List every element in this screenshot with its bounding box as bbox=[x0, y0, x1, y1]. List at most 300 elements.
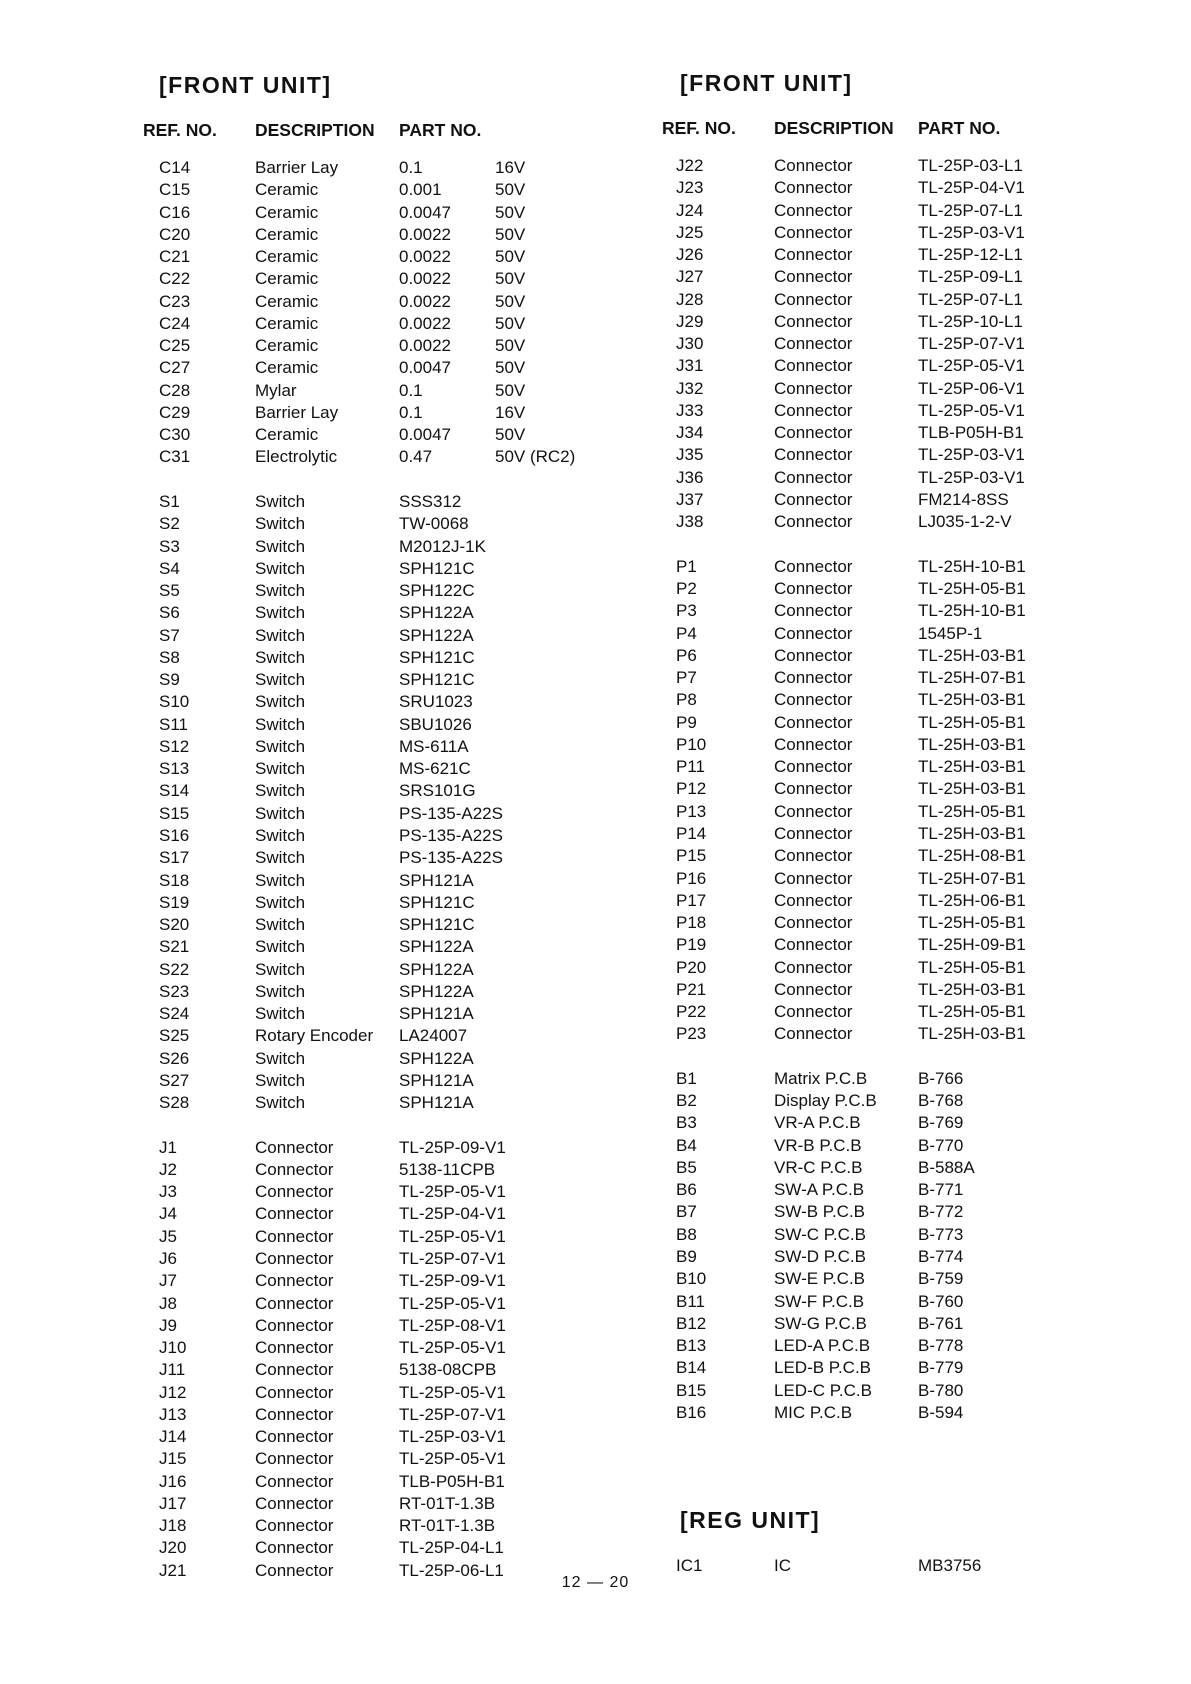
description-cell: Ceramic bbox=[255, 180, 319, 200]
ref-no-cell: B7 bbox=[676, 1202, 697, 1222]
ref-no-cell: C27 bbox=[159, 358, 191, 378]
description-cell: Connector bbox=[255, 1271, 334, 1291]
description-cell: Connector bbox=[774, 890, 853, 910]
description-cell: Switch bbox=[255, 959, 306, 979]
part-no-cell: LJ035-1-2-V bbox=[918, 512, 1012, 532]
row-spacer bbox=[662, 1046, 1142, 1068]
ref-no-cell: S7 bbox=[159, 625, 180, 645]
ref-no-cell: J33 bbox=[676, 400, 704, 420]
description-cell: Switch bbox=[255, 825, 306, 845]
ref-no-cell: C21 bbox=[159, 247, 191, 267]
description-cell: Connector bbox=[774, 1024, 853, 1044]
part-no-cell: PS-135-A22S bbox=[399, 825, 503, 845]
description-cell: Ceramic bbox=[255, 247, 319, 267]
section-title-front-unit: [FRONT UNIT] bbox=[680, 70, 853, 96]
description-cell: Connector bbox=[255, 1293, 334, 1313]
table-row bbox=[143, 1293, 663, 1315]
ref-no-cell: S19 bbox=[159, 892, 190, 912]
description-cell: Switch bbox=[255, 892, 306, 912]
table-row bbox=[143, 1248, 663, 1270]
ref-no-cell: J32 bbox=[676, 378, 704, 398]
description-cell: Connector bbox=[255, 1315, 334, 1335]
part-no-cell: TL-25P-07-V1 bbox=[918, 334, 1025, 354]
part-no-cell: 0.0022 bbox=[399, 269, 451, 289]
table-row bbox=[143, 936, 663, 958]
table-row bbox=[143, 513, 663, 535]
ref-no-cell: J30 bbox=[676, 334, 704, 354]
part-no-cell: 5138-11CPB bbox=[399, 1159, 496, 1179]
part-no-cell: RT-01T-1.3B bbox=[399, 1493, 496, 1513]
ref-no-cell: B2 bbox=[676, 1091, 697, 1111]
description-cell: Connector bbox=[774, 601, 853, 621]
table-row bbox=[143, 291, 663, 313]
ref-no-cell: S21 bbox=[159, 937, 190, 957]
ref-no-cell: IC1 bbox=[676, 1556, 703, 1575]
description-cell: Connector bbox=[255, 1159, 334, 1179]
table-row bbox=[143, 1315, 663, 1337]
description-cell: Ceramic bbox=[255, 313, 319, 333]
table-row bbox=[143, 758, 663, 780]
header-description: DESCRIPTION bbox=[255, 120, 375, 140]
table-row bbox=[662, 845, 1142, 867]
part-no-cell: TL-25P-09-L1 bbox=[918, 267, 1023, 287]
part-no-cell: TL-25H-10-B1 bbox=[918, 556, 1026, 576]
table-row bbox=[143, 580, 663, 602]
part-no-cell: TL-25H-07-B1 bbox=[918, 868, 1026, 888]
ref-no-cell: S6 bbox=[159, 603, 180, 623]
ref-no-cell: J11 bbox=[159, 1360, 186, 1380]
table-row bbox=[662, 957, 1142, 979]
part-no-cell: TL-25H-03-B1 bbox=[918, 823, 1026, 843]
ref-no-cell: J25 bbox=[676, 222, 704, 242]
part-no-cell: SPH121A bbox=[399, 1004, 474, 1024]
description-cell: Switch bbox=[255, 759, 306, 779]
ref-no-cell: P17 bbox=[676, 890, 707, 910]
table-row bbox=[143, 357, 663, 379]
description-cell: Switch bbox=[255, 1093, 306, 1113]
description-cell: Switch bbox=[255, 536, 306, 556]
header-description: DESCRIPTION bbox=[774, 118, 894, 138]
part-no-cell: TL-25P-04-V1 bbox=[918, 178, 1025, 198]
part-no-cell: TL-25H-05-B1 bbox=[918, 913, 1026, 933]
part-no-cell: 5138-08CPB bbox=[399, 1360, 497, 1380]
ref-no-cell: P20 bbox=[676, 957, 707, 977]
part-no-cell: SPH122A bbox=[399, 937, 474, 957]
ref-no-cell: J13 bbox=[159, 1404, 187, 1424]
ref-no-cell: J37 bbox=[676, 489, 704, 509]
table-row bbox=[143, 714, 663, 736]
table-row bbox=[143, 647, 663, 669]
description-cell: Connector bbox=[774, 334, 853, 354]
description-cell: Connector bbox=[774, 668, 853, 688]
table-row bbox=[662, 311, 1142, 333]
description-cell: Barrier Lay bbox=[255, 402, 339, 422]
ref-no-cell: J31 bbox=[676, 356, 704, 376]
ref-no-cell: S5 bbox=[159, 581, 180, 601]
part-no-cell: 1545P-1 bbox=[918, 623, 983, 643]
table-row bbox=[143, 1181, 663, 1203]
table-row bbox=[143, 1270, 663, 1292]
description-cell: Connector bbox=[774, 979, 853, 999]
voltage-cell: 50V bbox=[495, 247, 526, 267]
part-no-cell: SRU1023 bbox=[399, 692, 473, 712]
part-no-cell: SPH121C bbox=[399, 558, 475, 578]
part-no-cell: SBU1026 bbox=[399, 714, 472, 734]
ref-no-cell: B13 bbox=[676, 1336, 707, 1356]
table-row bbox=[143, 157, 663, 179]
description-cell: Connector bbox=[255, 1493, 334, 1513]
part-no-cell: TL-25P-05-V1 bbox=[399, 1382, 506, 1402]
part-no-cell: 0.0022 bbox=[399, 224, 451, 244]
description-cell: Switch bbox=[255, 603, 306, 623]
description-cell: Connector bbox=[255, 1226, 334, 1246]
description-cell: Switch bbox=[255, 692, 306, 712]
table-row bbox=[143, 1003, 663, 1025]
description-cell: Connector bbox=[774, 378, 853, 398]
description-cell: LED-B P.C.B bbox=[774, 1358, 872, 1378]
ref-no-cell: J28 bbox=[676, 289, 704, 309]
ref-no-cell: P23 bbox=[676, 1024, 707, 1044]
ref-no-cell: J24 bbox=[676, 200, 704, 220]
description-cell: SW-B P.C.B bbox=[774, 1202, 866, 1222]
description-cell: Switch bbox=[255, 1070, 306, 1090]
part-no-cell: FM214-8SS bbox=[918, 489, 1009, 509]
row-spacer bbox=[143, 469, 663, 491]
table-row bbox=[662, 934, 1142, 956]
part-no-cell: B-760 bbox=[918, 1291, 964, 1311]
ref-no-cell: J18 bbox=[159, 1516, 187, 1536]
table-row bbox=[662, 1313, 1142, 1335]
ref-no-cell: S20 bbox=[159, 915, 190, 935]
part-no-cell: 0.0022 bbox=[399, 291, 451, 311]
part-no-cell: RT-01T-1.3B bbox=[399, 1516, 496, 1536]
part-no-cell: B-768 bbox=[918, 1091, 964, 1111]
part-no-cell: TL-25P-03-V1 bbox=[918, 467, 1025, 487]
ref-no-cell: J26 bbox=[676, 245, 704, 265]
part-no-cell: B-772 bbox=[918, 1202, 964, 1222]
table-row bbox=[143, 224, 663, 246]
part-no-cell: B-766 bbox=[918, 1068, 964, 1088]
ref-no-cell: J20 bbox=[159, 1538, 187, 1558]
part-no-cell: TL-25P-03-V1 bbox=[399, 1427, 506, 1447]
table-row bbox=[143, 1137, 663, 1159]
part-no-cell: 0.0022 bbox=[399, 336, 451, 356]
ref-no-cell: P7 bbox=[676, 668, 697, 688]
table-row bbox=[143, 602, 663, 624]
ref-no-cell: J1 bbox=[159, 1137, 177, 1157]
ref-no-cell: C15 bbox=[159, 180, 191, 200]
column-headers bbox=[143, 120, 663, 142]
description-cell: Ceramic bbox=[255, 291, 319, 311]
ref-no-cell: S23 bbox=[159, 981, 190, 1001]
description-cell: Connector bbox=[255, 1404, 334, 1424]
part-no-cell: SPH122A bbox=[399, 1048, 474, 1068]
part-no-cell: TL-25H-08-B1 bbox=[918, 846, 1026, 866]
table-row bbox=[662, 689, 1142, 711]
description-cell: Switch bbox=[255, 558, 306, 578]
ref-no-cell: S4 bbox=[159, 558, 180, 578]
table-row bbox=[662, 422, 1142, 444]
description-cell: Connector bbox=[774, 245, 853, 265]
description-cell: Connector bbox=[774, 445, 853, 465]
table-row bbox=[662, 645, 1142, 667]
table-row bbox=[662, 1380, 1142, 1402]
description-cell: Connector bbox=[774, 311, 853, 331]
ref-no-cell: S28 bbox=[159, 1093, 190, 1113]
table-row bbox=[662, 1224, 1142, 1246]
parts-list bbox=[143, 157, 663, 1582]
table-row bbox=[662, 1157, 1142, 1179]
part-no-cell: SPH121A bbox=[399, 1070, 474, 1090]
table-row bbox=[662, 823, 1142, 845]
ref-no-cell: J21 bbox=[159, 1560, 187, 1580]
ref-no-cell: J34 bbox=[676, 423, 704, 443]
ref-no-cell: C23 bbox=[159, 291, 191, 311]
part-no-cell: B-769 bbox=[918, 1113, 964, 1133]
table-row bbox=[143, 1226, 663, 1248]
description-cell: Connector bbox=[774, 801, 853, 821]
part-no-cell: 0.1 bbox=[399, 380, 423, 400]
table-row bbox=[143, 1515, 663, 1537]
table-row bbox=[662, 868, 1142, 890]
description-cell: VR-C P.C.B bbox=[774, 1157, 863, 1177]
table-row bbox=[143, 1025, 663, 1047]
ref-no-cell: S17 bbox=[159, 848, 190, 868]
description-cell: Switch bbox=[255, 625, 306, 645]
part-no-cell: TL-25P-06-L1 bbox=[399, 1560, 504, 1580]
ref-no-cell: S12 bbox=[159, 736, 190, 756]
parts-list bbox=[662, 155, 1142, 1424]
part-no-cell: TL-25P-05-V1 bbox=[399, 1293, 506, 1313]
part-no-cell: TL-25P-03-V1 bbox=[918, 222, 1025, 242]
ref-no-cell: C25 bbox=[159, 336, 191, 356]
table-row bbox=[662, 177, 1142, 199]
description-cell: Ceramic bbox=[255, 336, 319, 356]
description-cell: LED-C P.C.B bbox=[774, 1380, 872, 1400]
ref-no-cell: C20 bbox=[159, 224, 191, 244]
ref-no-cell: P14 bbox=[676, 823, 707, 843]
table-row bbox=[662, 1001, 1142, 1023]
description-cell: Connector bbox=[774, 779, 853, 799]
description-cell: Switch bbox=[255, 915, 306, 935]
part-no-cell: TL-25P-09-V1 bbox=[399, 1271, 506, 1291]
part-no-cell: TL-25P-07-V1 bbox=[399, 1404, 506, 1424]
table-row bbox=[662, 222, 1142, 244]
part-no-cell: B-773 bbox=[918, 1224, 964, 1244]
description-cell: Connector bbox=[255, 1249, 334, 1269]
part-no-cell: SPH122A bbox=[399, 625, 474, 645]
table-row bbox=[143, 780, 663, 802]
ref-no-cell: B12 bbox=[676, 1313, 707, 1333]
description-cell: Connector bbox=[774, 846, 853, 866]
part-no-cell: SSS312 bbox=[399, 491, 462, 511]
ref-no-cell: B3 bbox=[676, 1113, 697, 1133]
ref-no-cell: C29 bbox=[159, 402, 191, 422]
part-no-cell: TL-25H-10-B1 bbox=[918, 601, 1026, 621]
description-cell: Connector bbox=[774, 200, 853, 220]
table-row bbox=[143, 847, 663, 869]
description-cell: Connector bbox=[774, 712, 853, 732]
part-no-cell: SPH122A bbox=[399, 981, 474, 1001]
ref-no-cell: P21 bbox=[676, 979, 707, 999]
ref-no-cell: J14 bbox=[159, 1427, 187, 1447]
part-no-cell: TL-25H-03-B1 bbox=[918, 979, 1026, 999]
description-cell: Switch bbox=[255, 1004, 306, 1024]
part-no-cell: TLB-P05H-B1 bbox=[399, 1471, 505, 1491]
table-row bbox=[143, 446, 663, 468]
table-row bbox=[143, 914, 663, 936]
part-no-cell: TL-25H-03-B1 bbox=[918, 645, 1026, 665]
description-cell: Connector bbox=[255, 1538, 334, 1558]
description-cell: SW-A P.C.B bbox=[774, 1180, 865, 1200]
ref-no-cell: B1 bbox=[676, 1068, 697, 1088]
table-row bbox=[143, 803, 663, 825]
voltage-cell: 50V bbox=[495, 380, 526, 400]
part-no-cell: TLB-P05H-B1 bbox=[918, 423, 1024, 443]
part-no-cell: TL-25H-03-B1 bbox=[918, 734, 1026, 754]
table-row bbox=[662, 444, 1142, 466]
table-row bbox=[662, 979, 1142, 1001]
part-no-cell: TL-25H-03-B1 bbox=[918, 757, 1026, 777]
ref-no-cell: J6 bbox=[159, 1249, 177, 1269]
voltage-cell: 50V (RC2) bbox=[495, 447, 576, 467]
table-row bbox=[662, 244, 1142, 266]
table-row bbox=[662, 1402, 1142, 1424]
part-no-cell: SPH122C bbox=[399, 581, 475, 601]
voltage-cell: 50V bbox=[495, 180, 526, 200]
ref-no-cell: P3 bbox=[676, 601, 697, 621]
ref-no-cell: J22 bbox=[676, 156, 704, 175]
description-cell: Connector bbox=[774, 289, 853, 309]
voltage-cell: 16V bbox=[495, 158, 526, 177]
part-no-cell: 0.1 bbox=[399, 158, 423, 177]
ref-no-cell: J36 bbox=[676, 467, 704, 487]
voltage-cell: 16V bbox=[495, 402, 526, 422]
description-cell: Connector bbox=[774, 156, 853, 175]
description-cell: Rotary Encoder bbox=[255, 1026, 374, 1046]
table-row bbox=[662, 912, 1142, 934]
description-cell: SW-G P.C.B bbox=[774, 1313, 867, 1333]
description-cell: Switch bbox=[255, 670, 306, 690]
ref-no-cell: B6 bbox=[676, 1180, 697, 1200]
description-cell: Switch bbox=[255, 781, 306, 801]
table-row bbox=[143, 335, 663, 357]
part-no-cell: MB3756 bbox=[918, 1556, 982, 1575]
part-no-cell: TL-25P-05-V1 bbox=[918, 400, 1025, 420]
description-cell: Connector bbox=[255, 1137, 334, 1157]
column-headers bbox=[662, 118, 1142, 140]
description-cell: Mylar bbox=[255, 380, 297, 400]
table-row bbox=[662, 467, 1142, 489]
table-row bbox=[662, 623, 1142, 645]
description-cell: Switch bbox=[255, 491, 306, 511]
description-cell: Ceramic bbox=[255, 425, 319, 445]
ref-no-cell: P4 bbox=[676, 623, 697, 643]
part-no-cell: 0.0047 bbox=[399, 358, 451, 378]
table-row bbox=[143, 268, 663, 290]
part-no-cell: SRS101G bbox=[399, 781, 476, 801]
voltage-cell: 50V bbox=[495, 291, 526, 311]
table-row bbox=[662, 890, 1142, 912]
description-cell: Connector bbox=[774, 957, 853, 977]
ref-no-cell: S11 bbox=[159, 714, 188, 734]
table-row bbox=[662, 266, 1142, 288]
row-spacer bbox=[662, 534, 1142, 556]
table-row bbox=[143, 491, 663, 513]
ref-no-cell: P8 bbox=[676, 690, 697, 710]
part-no-cell: 0.0047 bbox=[399, 425, 451, 445]
table-row bbox=[143, 536, 663, 558]
description-cell: Connector bbox=[774, 823, 853, 843]
ref-no-cell: P2 bbox=[676, 579, 697, 599]
table-row bbox=[662, 1179, 1142, 1201]
table-row bbox=[662, 1201, 1142, 1223]
part-no-cell: B-771 bbox=[918, 1180, 964, 1200]
ref-no-cell: B14 bbox=[676, 1358, 707, 1378]
description-cell: Connector bbox=[774, 734, 853, 754]
header-ref-no: REF. NO. bbox=[143, 120, 217, 140]
voltage-cell: 50V bbox=[495, 358, 526, 378]
ref-no-cell: S22 bbox=[159, 959, 190, 979]
description-cell: Connector bbox=[774, 868, 853, 888]
table-row bbox=[143, 402, 663, 424]
ref-no-cell: C31 bbox=[159, 447, 191, 467]
ref-no-cell: P16 bbox=[676, 868, 707, 888]
ref-no-cell: P13 bbox=[676, 801, 707, 821]
description-cell: Connector bbox=[774, 645, 853, 665]
part-no-cell: TL-25P-04-V1 bbox=[399, 1204, 506, 1224]
description-cell: Connector bbox=[255, 1204, 334, 1224]
description-cell: Switch bbox=[255, 647, 306, 667]
description-cell: Switch bbox=[255, 981, 306, 1001]
part-no-cell: SPH121A bbox=[399, 1093, 474, 1113]
part-no-cell: TL-25P-06-V1 bbox=[918, 378, 1025, 398]
table-row bbox=[143, 1382, 663, 1404]
table-row bbox=[143, 380, 663, 402]
table-row bbox=[662, 556, 1142, 578]
table-row bbox=[662, 289, 1142, 311]
description-cell: Connector bbox=[255, 1338, 334, 1358]
description-cell: SW-D P.C.B bbox=[774, 1247, 866, 1267]
page-number: 12 — 20 bbox=[561, 1574, 630, 1591]
ref-no-cell: C28 bbox=[159, 380, 191, 400]
part-no-cell: TL-25H-05-B1 bbox=[918, 801, 1026, 821]
ref-no-cell: B15 bbox=[676, 1380, 707, 1400]
ref-no-cell: S9 bbox=[159, 670, 180, 690]
table-row bbox=[662, 1112, 1142, 1134]
description-cell: Matrix P.C.B bbox=[774, 1068, 868, 1088]
table-row bbox=[662, 667, 1142, 689]
description-cell: Connector bbox=[774, 913, 853, 933]
ref-no-cell: J4 bbox=[159, 1204, 177, 1224]
table-row bbox=[662, 200, 1142, 222]
description-cell: Display P.C.B bbox=[774, 1091, 877, 1111]
part-no-cell: SPH122A bbox=[399, 603, 474, 623]
table-row bbox=[662, 489, 1142, 511]
part-no-cell: TL-25P-07-V1 bbox=[399, 1249, 506, 1269]
description-cell: Connector bbox=[774, 423, 853, 443]
table-row bbox=[143, 1337, 663, 1359]
description-cell: Connector bbox=[255, 1360, 334, 1380]
part-no-cell: SPH121A bbox=[399, 870, 474, 890]
ref-no-cell: S24 bbox=[159, 1004, 190, 1024]
ref-no-cell: B11 bbox=[676, 1291, 705, 1311]
part-no-cell: B-778 bbox=[918, 1336, 964, 1356]
ref-no-cell: J2 bbox=[159, 1159, 177, 1179]
description-cell: Connector bbox=[255, 1449, 334, 1469]
description-cell: IC bbox=[774, 1556, 791, 1575]
description-cell: Ceramic bbox=[255, 269, 319, 289]
